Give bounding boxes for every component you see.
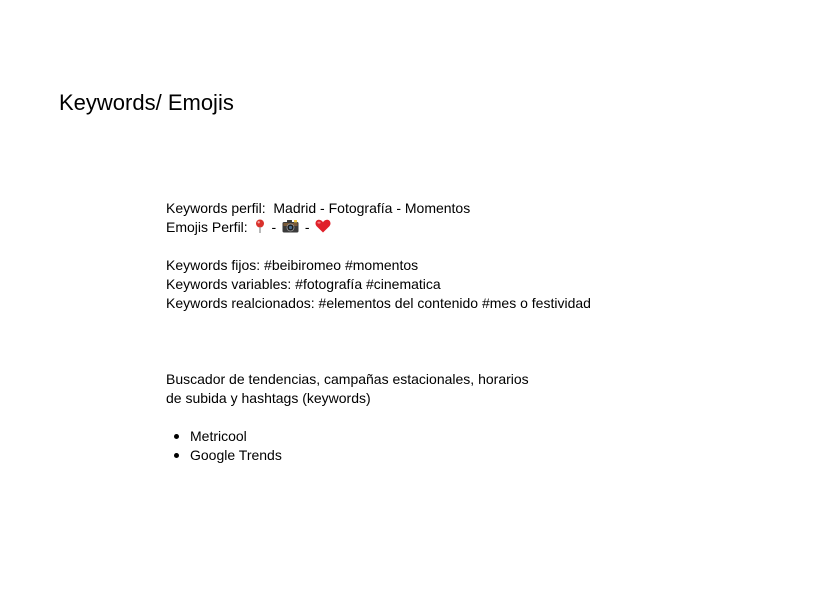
variable-keywords-value: #fotografía #cinematica xyxy=(295,276,441,292)
tools-description-line-1: Buscador de tendencias, campañas estacionales, horarios xyxy=(166,371,529,387)
fixed-keywords-value: #beibiromeo #momentos xyxy=(264,257,419,273)
profile-keywords-label: Keywords perfil: xyxy=(166,200,266,216)
related-keywords-label: Keywords realcionados: xyxy=(166,295,315,311)
fixed-keywords-label: Keywords fijos: xyxy=(166,257,261,273)
profile-emojis-label: Emojis Perfil: xyxy=(166,219,248,235)
list-item xyxy=(174,427,766,446)
profile-keywords-line xyxy=(166,199,766,218)
emoji-separator-2: - xyxy=(304,219,310,235)
tool-metricool: Metricool xyxy=(190,428,247,444)
variable-keywords-label: Keywords variables: xyxy=(166,276,292,292)
page-title: Keywords/ Emojis xyxy=(59,90,234,115)
tool-google-trends: Google Trends xyxy=(190,447,282,463)
emoji-separator-1: - xyxy=(271,219,277,235)
related-keywords-line xyxy=(166,294,766,313)
tools-list xyxy=(166,427,766,465)
related-keywords-value: #elementos del contenido #mes o festividad xyxy=(318,295,591,311)
bullet-icon xyxy=(174,434,179,439)
tools-description-line-2: de subida y hashtags (keywords) xyxy=(166,390,371,406)
bullet-icon xyxy=(174,453,179,458)
variable-keywords-line xyxy=(166,275,766,294)
fixed-keywords-line xyxy=(166,256,766,275)
content-block xyxy=(166,199,766,465)
heart-icon xyxy=(315,219,331,238)
profile-emojis-line xyxy=(166,218,766,237)
pin-icon xyxy=(254,219,266,238)
profile-keywords-value: Madrid - Fotografía - Momentos xyxy=(273,200,471,216)
camera-icon xyxy=(282,219,299,238)
list-item xyxy=(174,446,766,465)
